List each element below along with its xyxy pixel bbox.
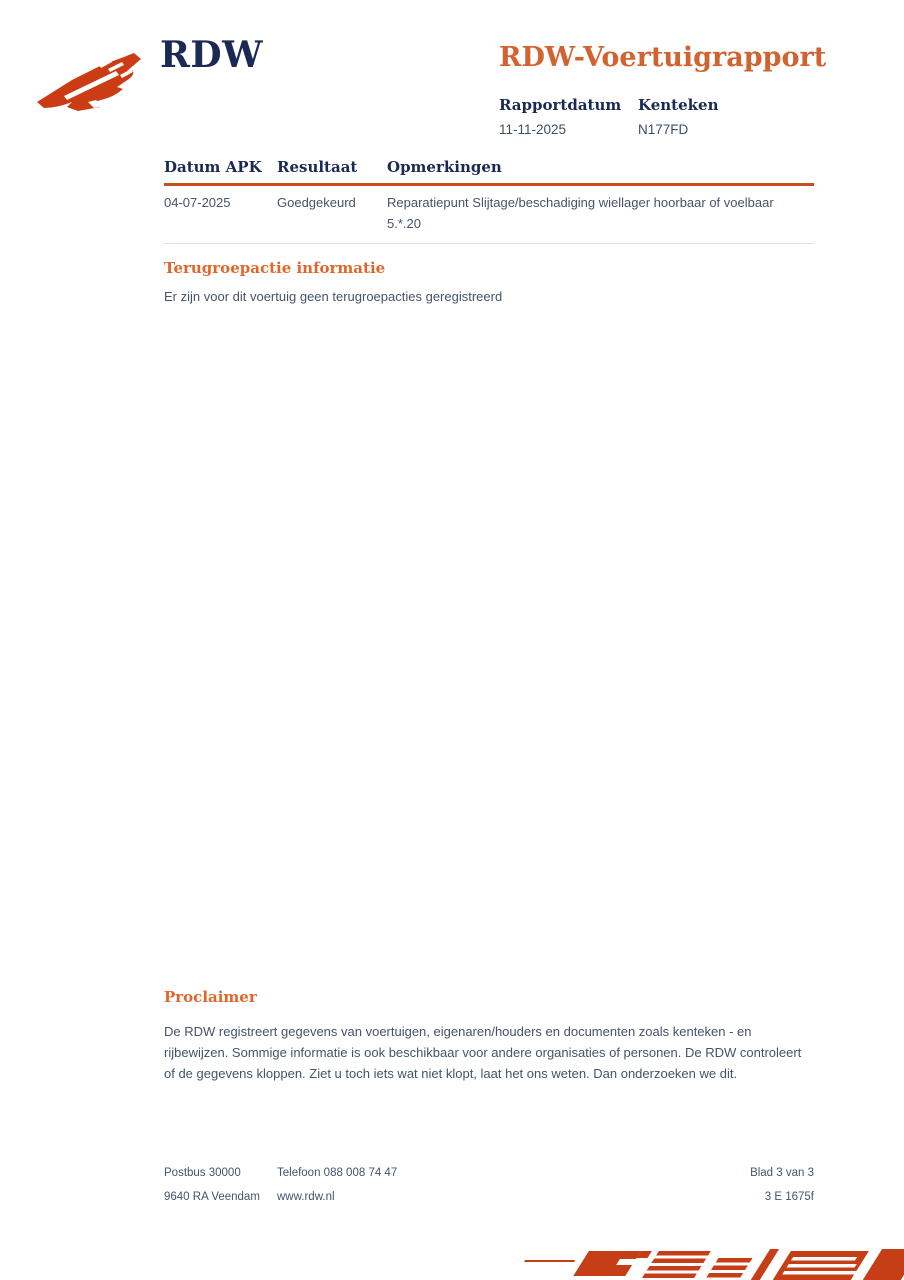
apk-table-header — [164, 158, 814, 186]
table-row — [164, 186, 814, 244]
proclaimer-heading: Proclaimer — [164, 988, 257, 1006]
rdw-logo-text: RDW — [160, 34, 264, 76]
kenteken-block — [638, 96, 718, 137]
rdw-speed-stripes-graphic — [512, 1246, 904, 1280]
rapportdatum-value: 11-11-2025 — [499, 122, 567, 137]
kenteken-label: Kenteken — [638, 96, 719, 114]
page-title: RDW-Voertuigrapport — [499, 42, 827, 73]
opmerking-defect-code: 5.*.20 — [387, 216, 421, 231]
terugroepactie-section — [164, 259, 814, 307]
footer-doc-code: 3 E 1675f — [764, 1191, 814, 1203]
apk-cell-datum: 04-07-2025 — [164, 195, 231, 210]
apk-cell-resultaat: Goedgekeurd — [277, 195, 356, 210]
rapportdatum-label: Rapportdatum — [499, 96, 622, 114]
terugroepactie-heading: Terugroepactie informatie — [164, 259, 386, 277]
footer-city: 9640 RA Veendam — [164, 1191, 260, 1203]
footer-postbus: Postbus 30000 — [164, 1167, 241, 1179]
apk-header-datum: Datum APK — [164, 158, 262, 176]
terugroepactie-body: Er zijn voor dit voertuig geen terugroepacties geregistreerd — [164, 289, 503, 304]
footer-phone: Telefoon 088 008 74 47 — [277, 1167, 398, 1179]
footer-website: www.rdw.nl — [277, 1191, 335, 1203]
footer-address — [164, 1167, 260, 1215]
footer-page-number: Blad 3 van 3 — [750, 1167, 814, 1179]
footer-contact — [277, 1167, 397, 1215]
apk-header-opmerkingen: Opmerkingen — [387, 158, 502, 176]
apk-cell-opmerkingen — [387, 192, 814, 234]
rapportdatum-block — [499, 96, 621, 137]
rdw-flag-icon — [36, 50, 150, 114]
proclaimer-body: De RDW registreert gegevens van voertuigen, eigenaren/houders en documenten zoals kenteken - en rijbewijzen. Sommige informatie is ook beschikbaar voor andere organisaties of personen. De RDW controleert of de gegevens kloppen. Ziet u toch iets wat niet klopt, laat het ons weten. Dan onderzoeken we dit. — [164, 1024, 802, 1081]
apk-header-resultaat: Resultaat — [277, 158, 358, 176]
apk-table — [164, 158, 814, 244]
opmerking-line: Reparatiepunt Slijtage/beschadiging wiellager hoorbaar of voelbaar — [387, 195, 774, 210]
footer-pageinfo — [750, 1167, 814, 1215]
kenteken-value: N177FD — [638, 122, 689, 137]
proclaimer-section — [164, 988, 814, 1084]
